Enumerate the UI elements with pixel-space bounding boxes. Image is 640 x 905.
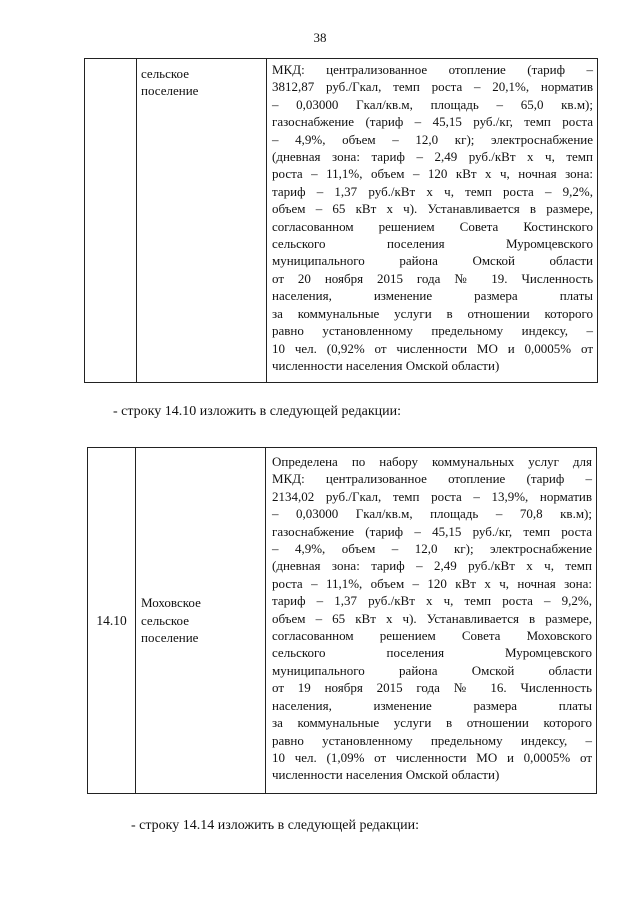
description-line: численности населения Омской области) bbox=[272, 767, 500, 783]
description-line: от 19 ноября 2015 года № 16. Численность bbox=[272, 680, 592, 696]
description-line: (дневная зона: тариф – 2,49 руб./кВт х ч, темп bbox=[272, 149, 593, 165]
instruction-caption: - строку 14.10 изложить в следующей редакции: bbox=[113, 404, 402, 419]
description-line: согласованном решением Совета Моховского bbox=[272, 628, 592, 644]
description-line: за коммунальные услуги в отношении которого bbox=[272, 305, 593, 321]
description-line: 10 чел. (1,09% от численности МО и 0,0005% от bbox=[272, 749, 592, 765]
description-cell bbox=[266, 448, 597, 794]
row-number-cell: 14.10 bbox=[88, 448, 136, 794]
description-line: от 20 ноября 2015 года № 19. Численность bbox=[272, 270, 593, 286]
description-line: – 4,9%, объем – 12,0 кг); электроснабжение bbox=[272, 541, 592, 557]
settlement-name-line: сельское bbox=[141, 612, 189, 628]
description-line: численности населения Омской области) bbox=[272, 357, 500, 373]
description-line: газоснабжение (тариф – 45,15 руб./кг, темп роста bbox=[272, 523, 592, 539]
description-line: муниципального района Омской области bbox=[272, 253, 593, 269]
description-line: сельского поселения Муромцевского bbox=[272, 236, 593, 252]
tariff-table-row-14-10 bbox=[87, 447, 597, 794]
description-line: – 0,03000 Гкал/кв.м, площадь – 70,8 кв.м); bbox=[272, 506, 592, 522]
description-line: 10 чел. (0,92% от численности МО и 0,0005% от bbox=[272, 340, 593, 356]
settlement-name-line: поселение bbox=[141, 83, 199, 99]
settlement-name-cell bbox=[137, 59, 267, 383]
description-line: – 4,9%, объем – 12,0 кг); электроснабжение bbox=[272, 131, 593, 147]
description-line: согласованном решением Совета Костинского bbox=[272, 218, 593, 234]
description-line: равно установленному предельному индексу, – bbox=[272, 732, 592, 748]
description-line: населения, изменение размера платы bbox=[272, 288, 593, 304]
settlement-name-line: Моховское bbox=[141, 595, 201, 611]
description-line: 2134,02 руб./Гкал, темп роста – 13,9%, норматив bbox=[272, 488, 592, 504]
description-cell bbox=[267, 59, 598, 383]
description-line: объем – 65 кВт х ч). Устанавливается в размере, bbox=[272, 610, 592, 626]
description-line: за коммунальные услуги в отношении которого bbox=[272, 715, 592, 731]
settlement-name-cell bbox=[136, 448, 266, 794]
settlement-name-line: поселение bbox=[141, 630, 199, 646]
description-line: равно установленному предельному индексу, – bbox=[272, 323, 593, 339]
table-row bbox=[85, 59, 598, 383]
description-line: объем – 65 кВт х ч). Устанавливается в размере, bbox=[272, 201, 593, 217]
page-number: 38 bbox=[313, 30, 327, 45]
description-line: муниципального района Омской области bbox=[272, 662, 592, 678]
description-line: – 0,03000 Гкал/кв.м, площадь – 65,0 кв.м); bbox=[272, 96, 593, 112]
description-line: Определена по набору коммунальных услуг для bbox=[272, 454, 592, 469]
settlement-name-line: сельское bbox=[141, 66, 189, 81]
description-line: сельского поселения Муромцевского bbox=[272, 645, 592, 661]
description-line: роста – 11,1%, объем – 120 кВт х ч, ночная зона: bbox=[272, 166, 593, 182]
description-line: населения, изменение размера платы bbox=[272, 697, 592, 713]
description-line: МКД: централизованное отопление (тариф – bbox=[272, 62, 593, 77]
description-line: 3812,87 руб./Гкал, темп роста – 20,1%, норматив bbox=[272, 79, 593, 95]
description-line: (дневная зона: тариф – 2,49 руб./кВт х ч, темп bbox=[272, 558, 592, 574]
table-row bbox=[88, 448, 597, 794]
tariff-table-continued bbox=[84, 58, 598, 383]
description-line: газоснабжение (тариф – 45,15 руб./кг, темп роста bbox=[272, 114, 593, 130]
description-line: тариф – 1,37 руб./кВт х ч, темп роста – 9,2%, bbox=[272, 183, 593, 199]
description-line: роста – 11,1%, объем – 120 кВт х ч, ночная зона: bbox=[272, 575, 592, 591]
instruction-caption: - строку 14.14 изложить в следующей редакции: bbox=[131, 818, 420, 833]
row-number-cell bbox=[85, 59, 137, 383]
description-line: тариф – 1,37 руб./кВт х ч, темп роста – 9,2%, bbox=[272, 593, 592, 609]
description-line: МКД: централизованное отопление (тариф – bbox=[272, 471, 592, 487]
